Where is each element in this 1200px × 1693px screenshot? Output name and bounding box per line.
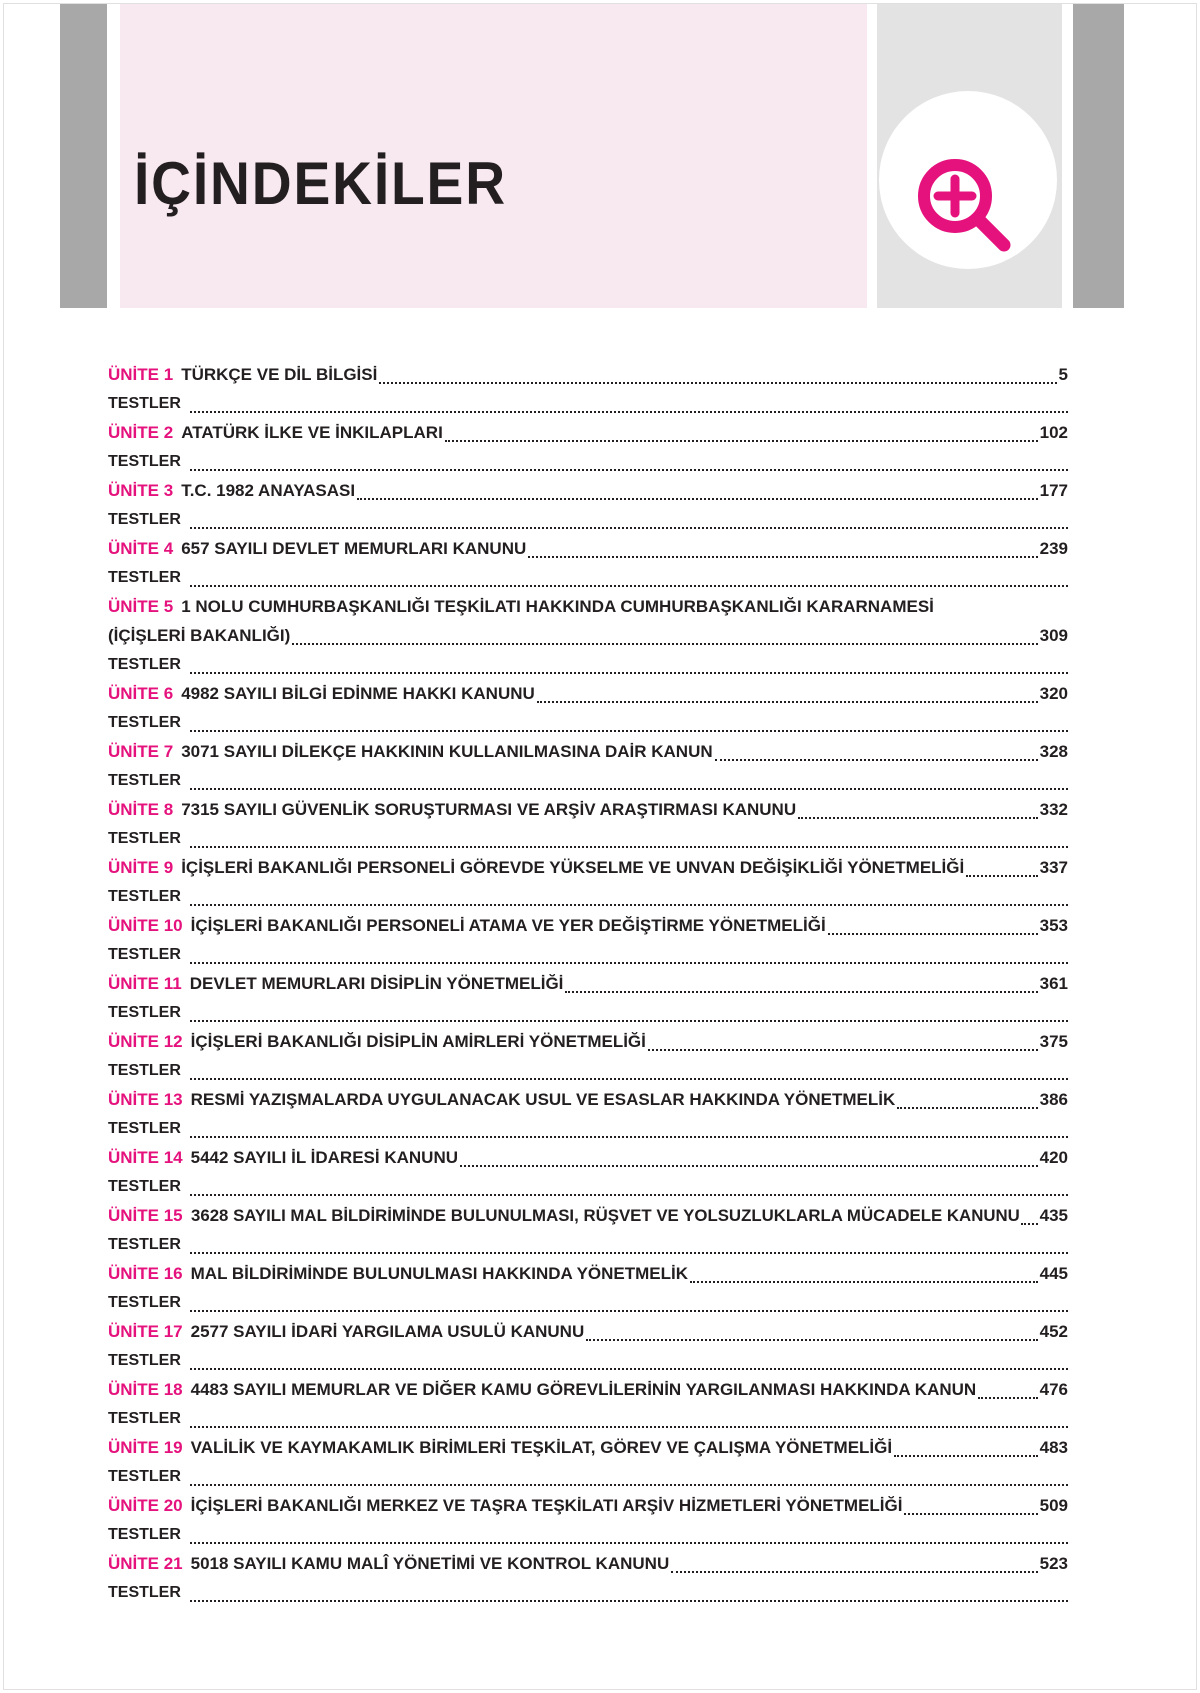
unit-label: ÜNİTE 9: [108, 858, 174, 877]
tests-row[interactable]: [108, 766, 1068, 795]
left-gray-bar: [60, 4, 107, 308]
page-number: 435: [1039, 1206, 1068, 1225]
unit-row[interactable]: [108, 360, 1068, 389]
tests-row[interactable]: [108, 1404, 1068, 1433]
toc-entry: [108, 679, 1068, 737]
dot-leader: [190, 1478, 1068, 1486]
unit-label: ÜNİTE 14: [108, 1148, 183, 1167]
page-number: 452: [1039, 1322, 1068, 1341]
unit-row[interactable]: [108, 1375, 1068, 1404]
dot-leader: [190, 1420, 1068, 1428]
dot-leader: [190, 666, 1068, 674]
dot-leader: [671, 1565, 1037, 1573]
tests-label: TESTLER: [108, 1178, 181, 1195]
dot-leader: [190, 956, 1068, 964]
toc-entry: [108, 1375, 1068, 1433]
tests-label: TESTLER: [108, 1468, 181, 1485]
unit-row[interactable]: [108, 969, 1068, 998]
unit-label: ÜNİTE 6: [108, 684, 174, 703]
dot-leader: [379, 376, 1056, 384]
dot-leader: [715, 753, 1038, 761]
unit-label: ÜNİTE 12: [108, 1032, 183, 1051]
dot-leader: [894, 1449, 1038, 1457]
unit-row[interactable]: [108, 737, 1068, 766]
tests-row[interactable]: [108, 708, 1068, 737]
tests-row[interactable]: [108, 1462, 1068, 1491]
unit-label: ÜNİTE 1: [108, 365, 174, 384]
unit-label: ÜNİTE 4: [108, 539, 174, 558]
dot-leader: [648, 1043, 1038, 1051]
unit-label: ÜNİTE 17: [108, 1322, 183, 1341]
unit-title: T.C. 1982 ANAYASASI: [181, 481, 356, 500]
dot-leader: [586, 1333, 1037, 1341]
dot-leader: [190, 1536, 1068, 1544]
dot-leader: [190, 1362, 1068, 1370]
page-number: 483: [1039, 1438, 1068, 1457]
dot-leader: [190, 1072, 1068, 1080]
unit-row[interactable]: [108, 476, 1068, 505]
tests-row[interactable]: [108, 1578, 1068, 1607]
page-number: 320: [1039, 684, 1068, 703]
toc-entry: [108, 911, 1068, 969]
unit-row[interactable]: [108, 679, 1068, 708]
table-of-contents: [108, 360, 1068, 1607]
unit-row[interactable]: [108, 911, 1068, 940]
dot-leader: [828, 927, 1038, 935]
unit-row[interactable]: [108, 1201, 1068, 1230]
tests-row[interactable]: [108, 389, 1068, 418]
unit-title: VALİLİK VE KAYMAKAMLIK BİRİMLERİ TEŞKİLAT, GÖREV VE ÇALIŞMA YÖNETMELİĞİ: [190, 1438, 893, 1457]
right-gray-bar: [1073, 4, 1124, 308]
dot-leader: [190, 521, 1068, 529]
unit-row[interactable]: [108, 1259, 1068, 1288]
tests-label: TESTLER: [108, 511, 181, 528]
page-number: 177: [1039, 481, 1068, 500]
dot-leader: [190, 1246, 1068, 1254]
tests-row[interactable]: [108, 650, 1068, 679]
tests-row[interactable]: [108, 1520, 1068, 1549]
unit-title: RESMİ YAZIŞMALARDA UYGULANACAK USUL VE ESASLAR HAKKINDA YÖNETMELİK: [190, 1090, 896, 1109]
tests-row[interactable]: [108, 563, 1068, 592]
toc-entry: [108, 1317, 1068, 1375]
toc-entry: [108, 1085, 1068, 1143]
unit-title: 4483 SAYILI MEMURLAR VE DİĞER KAMU GÖREVLİLERİNİN YARGILANMASI HAKKINDA KANUN: [190, 1380, 977, 1399]
tests-label: TESTLER: [108, 569, 181, 586]
page-number: 328: [1039, 742, 1068, 761]
unit-title: İÇİŞLERİ BAKANLIĞI DİSİPLİN AMİRLERİ YÖNETMELİĞİ: [190, 1032, 646, 1051]
unit-row[interactable]: [108, 534, 1068, 563]
dot-leader: [897, 1101, 1037, 1109]
page-number: 476: [1039, 1380, 1068, 1399]
dot-leader: [190, 724, 1068, 732]
page-number: 239: [1039, 539, 1068, 558]
tests-label: TESTLER: [108, 946, 181, 963]
dot-leader: [190, 1594, 1068, 1602]
dot-leader: [292, 637, 1037, 645]
tests-row[interactable]: [108, 882, 1068, 911]
unit-title: TÜRKÇE VE DİL BİLGİSİ: [181, 365, 378, 384]
unit-row[interactable]: [108, 418, 1068, 447]
unit-title: 3628 SAYILI MAL BİLDİRİMİNDE BULUNULMASI, RÜŞVET VE YOLSUZLUKLARLA MÜCADELE KANUNU: [190, 1206, 1020, 1225]
unit-title: İÇİŞLERİ BAKANLIĞI PERSONELİ GÖREVDE YÜKSELME VE UNVAN DEĞİŞİKLİĞİ YÖNETMELİĞİ: [181, 858, 965, 877]
unit-label: ÜNİTE 21: [108, 1554, 183, 1573]
tests-label: TESTLER: [108, 395, 181, 412]
dot-leader: [537, 695, 1038, 703]
dot-leader: [445, 434, 1038, 442]
dot-leader: [190, 840, 1068, 848]
tests-label: TESTLER: [108, 714, 181, 731]
page-number: 386: [1039, 1090, 1068, 1109]
page-number: 102: [1039, 423, 1068, 442]
tests-label: TESTLER: [108, 1120, 181, 1137]
toc-entry: [108, 1143, 1068, 1201]
dot-leader: [904, 1507, 1037, 1515]
toc-entry: [108, 969, 1068, 1027]
page-number: 353: [1039, 916, 1068, 935]
dot-leader: [460, 1159, 1038, 1167]
dot-leader: [565, 985, 1037, 993]
unit-title: 7315 SAYILI GÜVENLİK SORUŞTURMASI VE ARŞİV ARAŞTIRMASI KANUNU: [181, 800, 797, 819]
tests-label: TESTLER: [108, 1004, 181, 1021]
tests-label: TESTLER: [108, 830, 181, 847]
unit-label: ÜNİTE 16: [108, 1264, 183, 1283]
toc-entry: [108, 1027, 1068, 1085]
dot-leader: [190, 405, 1068, 413]
unit-row-continuation[interactable]: [108, 621, 1068, 650]
toc-entry: [108, 1491, 1068, 1549]
toc-entry: [108, 1259, 1068, 1317]
unit-label: ÜNİTE 13: [108, 1090, 183, 1109]
tests-row[interactable]: [108, 824, 1068, 853]
unit-title: İÇİŞLERİ BAKANLIĞI MERKEZ VE TAŞRA TEŞKİLATI ARŞİV HİZMETLERİ YÖNETMELİĞİ: [190, 1496, 903, 1515]
unit-title: 5442 SAYILI İL İDARESİ KANUNU: [190, 1148, 458, 1167]
unit-row[interactable]: [108, 1549, 1068, 1578]
unit-title: 3071 SAYILI DİLEKÇE HAKKININ KULLANILMASINA DAİR KANUN: [181, 742, 713, 761]
zoom-in-icon: [877, 4, 1062, 308]
unit-row[interactable]: [108, 1143, 1068, 1172]
tests-row[interactable]: [108, 1056, 1068, 1085]
dot-leader: [798, 811, 1038, 819]
page-number: 361: [1039, 974, 1068, 993]
page-number: 5: [1058, 365, 1068, 384]
dot-leader: [528, 550, 1037, 558]
unit-label: ÜNİTE 19: [108, 1438, 183, 1457]
dot-leader: [978, 1391, 1037, 1399]
unit-title: 1 NOLU CUMHURBAŞKANLIĞI TEŞKİLATI HAKKINDA CUMHURBAŞKANLIĞI KARARNAMESİ: [181, 597, 934, 616]
dot-leader: [190, 1304, 1068, 1312]
unit-title: 2577 SAYILI İDARİ YARGILAMA USULÜ KANUNU: [190, 1322, 585, 1341]
tests-row[interactable]: [108, 1346, 1068, 1375]
toc-entry: [108, 534, 1068, 592]
unit-label: ÜNİTE 11: [108, 974, 182, 993]
dot-leader: [357, 492, 1038, 500]
tests-label: TESTLER: [108, 453, 181, 470]
unit-title: İÇİŞLERİ BAKANLIĞI PERSONELİ ATAMA VE YER DEĞİŞTİRME YÖNETMELİĞİ: [190, 916, 826, 935]
unit-label: ÜNİTE 20: [108, 1496, 183, 1515]
page-title: İÇİNDEKİLER: [134, 150, 507, 217]
unit-row[interactable]: [108, 795, 1068, 824]
unit-title: ATATÜRK İLKE VE İNKILAPLARI: [181, 423, 443, 442]
page-number: 309: [1039, 626, 1068, 645]
toc-entry: [108, 737, 1068, 795]
toc-entry: [108, 1433, 1068, 1491]
unit-label: ÜNİTE 15: [108, 1206, 183, 1225]
page-number: 375: [1039, 1032, 1068, 1051]
tests-label: TESTLER: [108, 772, 181, 789]
page-number: 420: [1039, 1148, 1068, 1167]
unit-row[interactable]: [108, 1433, 1068, 1462]
toc-entry: [108, 592, 1068, 679]
toc-entry: [108, 1201, 1068, 1259]
tests-row[interactable]: [108, 1114, 1068, 1143]
unit-title-continuation: (İÇİŞLERİ BAKANLIĞI): [108, 626, 291, 645]
unit-label: ÜNİTE 7: [108, 742, 174, 761]
dot-leader: [690, 1275, 1038, 1283]
dot-leader: [1021, 1217, 1037, 1225]
unit-title: 5018 SAYILI KAMU MALÎ YÖNETİMİ VE KONTROL KANUNU: [190, 1554, 670, 1573]
dot-leader: [190, 579, 1068, 587]
toc-entry: [108, 360, 1068, 418]
tests-row[interactable]: [108, 998, 1068, 1027]
tests-label: TESTLER: [108, 1062, 181, 1079]
dot-leader: [190, 463, 1068, 471]
unit-label: ÜNİTE 3: [108, 481, 174, 500]
dot-leader: [190, 898, 1068, 906]
dot-leader: [966, 869, 1037, 877]
tests-row[interactable]: [108, 1230, 1068, 1259]
toc-entry: [108, 795, 1068, 853]
page-number: 445: [1039, 1264, 1068, 1283]
page-number: 332: [1039, 800, 1068, 819]
tests-row[interactable]: [108, 447, 1068, 476]
unit-title: 4982 SAYILI BİLGİ EDİNME HAKKI KANUNU: [181, 684, 535, 703]
dot-leader: [190, 1188, 1068, 1196]
unit-label: ÜNİTE 8: [108, 800, 174, 819]
unit-row[interactable]: [108, 592, 1068, 621]
unit-label: ÜNİTE 5: [108, 597, 174, 616]
tests-label: TESTLER: [108, 1352, 181, 1369]
tests-label: TESTLER: [108, 1526, 181, 1543]
icon-panel: [877, 4, 1062, 308]
tests-label: TESTLER: [108, 1294, 181, 1311]
page-number: 523: [1039, 1554, 1068, 1573]
unit-title: DEVLET MEMURLARI DİSİPLİN YÖNETMELİĞİ: [189, 974, 564, 993]
unit-row[interactable]: [108, 1085, 1068, 1114]
unit-label: ÜNİTE 10: [108, 916, 183, 935]
dot-leader: [190, 1014, 1068, 1022]
unit-title: 657 SAYILI DEVLET MEMURLARI KANUNU: [181, 539, 527, 558]
tests-label: TESTLER: [108, 1410, 181, 1427]
toc-entry: [108, 1549, 1068, 1607]
tests-row[interactable]: [108, 1288, 1068, 1317]
tests-label: TESTLER: [108, 888, 181, 905]
page-number: 337: [1039, 858, 1068, 877]
tests-label: TESTLER: [108, 1236, 181, 1253]
tests-row[interactable]: [108, 505, 1068, 534]
tests-label: TESTLER: [108, 1584, 181, 1601]
dot-leader: [190, 782, 1068, 790]
page-number: 509: [1039, 1496, 1068, 1515]
toc-entry: [108, 853, 1068, 911]
unit-label: ÜNİTE 18: [108, 1380, 183, 1399]
unit-label: ÜNİTE 2: [108, 423, 174, 442]
toc-entry: [108, 418, 1068, 476]
unit-title: MAL BİLDİRİMİNDE BULUNULMASI HAKKINDA YÖNETMELİK: [190, 1264, 689, 1283]
tests-row[interactable]: [108, 1172, 1068, 1201]
dot-leader: [190, 1130, 1068, 1138]
tests-row[interactable]: [108, 940, 1068, 969]
unit-row[interactable]: [108, 1027, 1068, 1056]
tests-label: TESTLER: [108, 656, 181, 673]
unit-row[interactable]: [108, 853, 1068, 882]
toc-entry: [108, 476, 1068, 534]
unit-row[interactable]: [108, 1491, 1068, 1520]
unit-row[interactable]: [108, 1317, 1068, 1346]
